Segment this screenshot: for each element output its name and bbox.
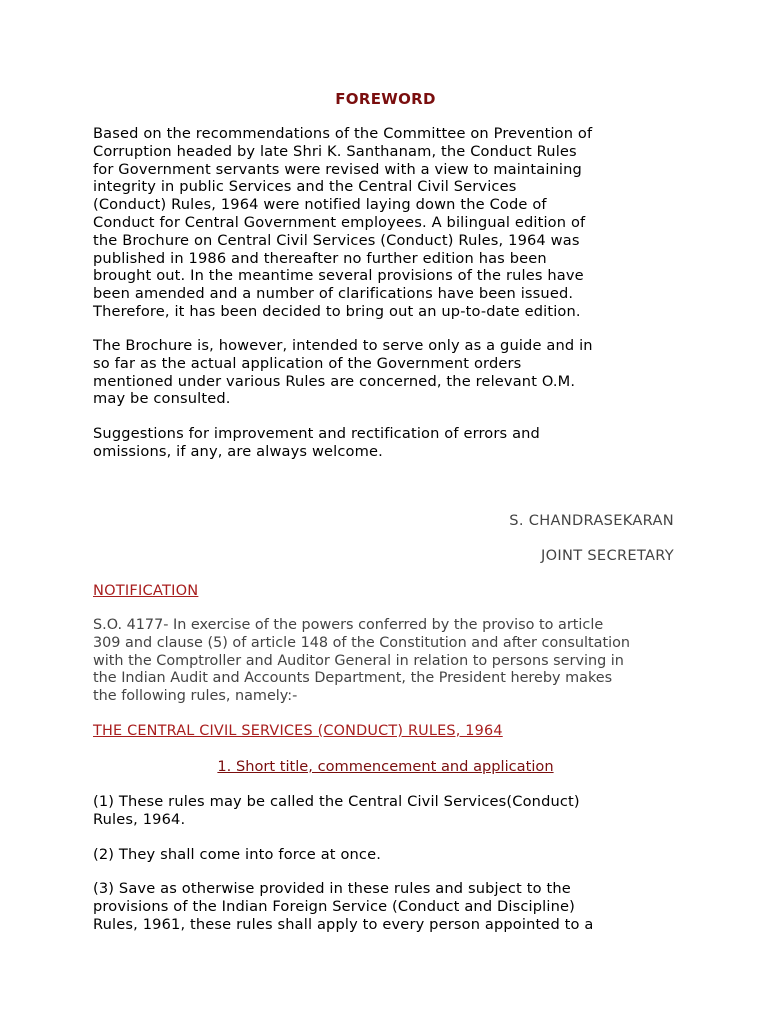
signatory-title: JOINT SECRETARY xyxy=(541,547,674,564)
text-line: (1) These rules may be called the Central Civil Services(Conduct) xyxy=(93,793,580,810)
text-line: for Government servants were revised with a view to maintaining xyxy=(93,160,582,178)
rules-title-link[interactable]: THE CENTRAL CIVIL SERVICES (CONDUCT) RULES, 1964 xyxy=(93,723,503,739)
text-line: been amended and a number of clarifications have been issued. xyxy=(93,285,574,303)
text-line: brought out. In the meantime several provisions of the rules have xyxy=(93,267,584,285)
foreword-paragraph-2 xyxy=(93,337,678,408)
text-line: Corruption headed by late Shri K. Santhanam, the Conduct Rules xyxy=(93,142,577,160)
text-line: mentioned under various Rules are concerned, the relevant O.M. xyxy=(93,372,576,390)
text-line: omissions, if any, are always welcome. xyxy=(93,442,383,460)
rule-2-paragraph xyxy=(93,846,678,864)
text-line: 309 and clause (5) of article 148 of the Constitution and after consultation xyxy=(93,634,631,651)
foreword-paragraph-3 xyxy=(93,425,678,461)
rule-1-paragraph xyxy=(93,793,678,829)
text-line: (2) They shall come into force at once. xyxy=(93,846,382,863)
foreword-paragraph-1 xyxy=(93,125,678,321)
text-line: with the Comptroller and Auditor General in relation to persons serving in xyxy=(93,652,624,669)
text-line: the Brochure on Central Civil Services (Conduct) Rules, 1964 was xyxy=(93,231,580,249)
signatory-name: S. CHANDRASEKARAN xyxy=(509,512,674,529)
text-line: so far as the actual application of the Government orders xyxy=(93,354,522,372)
text-line: Rules, 1964. xyxy=(93,810,186,828)
text-line: the Indian Audit and Accounts Department, the President hereby makes xyxy=(93,670,613,687)
text-line: Based on the recommendations of the Committee on Prevention of xyxy=(93,125,593,142)
text-line: may be consulted. xyxy=(93,390,231,408)
text-line: (Conduct) Rules, 1964 were notified laying down the Code of xyxy=(93,196,547,214)
text-line: Conduct for Central Government employees. A bilingual edition of xyxy=(93,213,586,231)
text-line: Rules, 1961, these rules shall apply to every person appointed to a xyxy=(93,915,594,933)
text-line: provisions of the Indian Foreign Service (Conduct and Discipline) xyxy=(93,897,575,915)
foreword-title: FOREWORD xyxy=(335,90,436,108)
notification-link[interactable]: NOTIFICATION xyxy=(93,582,199,599)
text-line: (3) Save as otherwise provided in these rules and subject to the xyxy=(93,880,571,897)
text-line: S.O. 4177- In exercise of the powers conferred by the proviso to article xyxy=(93,617,604,633)
section-1-title: 1. Short title, commencement and application xyxy=(217,758,554,775)
text-line: published in 1986 and thereafter no further edition has been xyxy=(93,249,547,267)
rule-3-paragraph xyxy=(93,880,678,933)
text-line: The Brochure is, however, intended to serve only as a guide and in xyxy=(93,337,593,354)
text-line: Therefore, it has been decided to bring out an up-to-date edition. xyxy=(93,302,581,320)
text-line: Suggestions for improvement and rectification of errors and xyxy=(93,425,540,442)
notification-text xyxy=(93,617,678,706)
text-line: integrity in public Services and the Central Civil Services xyxy=(93,178,517,196)
text-line: the following rules, namely:- xyxy=(93,688,298,705)
